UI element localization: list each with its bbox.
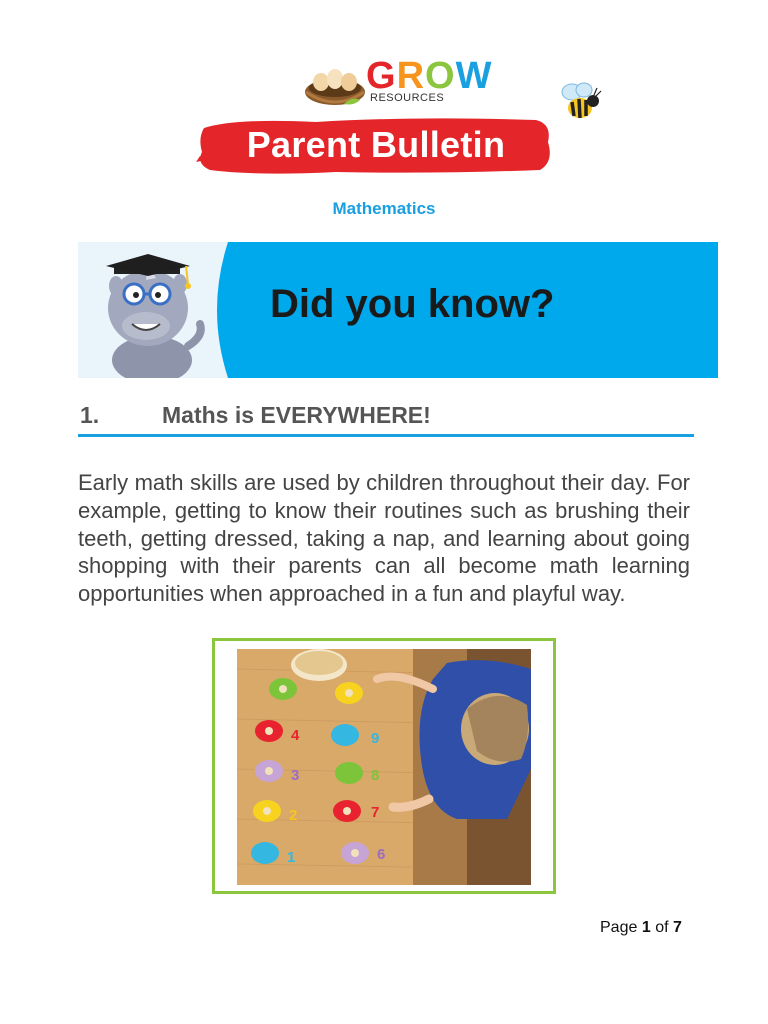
body-paragraph	[78, 469, 690, 608]
logo-letter: R	[396, 55, 426, 97]
nest-eggs-icon	[304, 62, 366, 108]
grow-resources-logo	[300, 55, 493, 112]
did-you-know-banner	[78, 242, 718, 378]
photo-illustration	[237, 649, 531, 885]
section-title: Maths is EVERYWHERE!	[162, 402, 431, 428]
section-number: 1.	[80, 402, 100, 428]
bowl-number: 8	[371, 767, 380, 784]
rhino-mascot-icon	[100, 250, 210, 378]
logo-letter: O	[425, 55, 456, 97]
page-of-label: of	[655, 919, 669, 936]
paragraph-line: day. For example, getting to know their routines such	[78, 470, 690, 523]
parent-bulletin-banner	[196, 112, 556, 178]
bowl-number: 7	[371, 804, 380, 821]
bowl-number: 4	[291, 727, 300, 744]
bulletin-title: Parent Bulletin	[246, 124, 506, 165]
section-heading	[78, 400, 694, 437]
subject-label: Mathematics	[332, 199, 436, 218]
page-number	[600, 919, 682, 937]
bowl-number: 1	[287, 849, 296, 866]
paragraph-line: and learning about going shopping with their parents	[78, 525, 690, 579]
page-current: 1	[641, 919, 651, 936]
bowl-number: 9	[371, 730, 380, 747]
paragraph-line: can all become math learning opportunities when	[78, 553, 691, 607]
page-label: Page	[600, 919, 638, 936]
logo-letter: W	[455, 55, 493, 97]
paragraph-line: Early math skills are used by children throughout their	[78, 470, 605, 495]
bee-icon	[558, 80, 604, 124]
did-you-know-heading: Did you know?	[270, 282, 555, 326]
counting-bowls-photo	[212, 638, 556, 894]
logo-wordmark	[366, 56, 492, 96]
bowl-number: 6	[377, 846, 386, 863]
page-total: 7	[672, 919, 682, 936]
logo-subtext: RESOURCES	[370, 92, 445, 104]
paragraph-line: as brushing their teeth, getting dressed, taking a nap,	[78, 497, 690, 551]
bowl-number: 2	[289, 807, 298, 824]
logo-letter: G	[366, 55, 397, 97]
bowl-number: 3	[291, 767, 300, 784]
paragraph-line: approached in a fun and playful way.	[268, 581, 626, 607]
